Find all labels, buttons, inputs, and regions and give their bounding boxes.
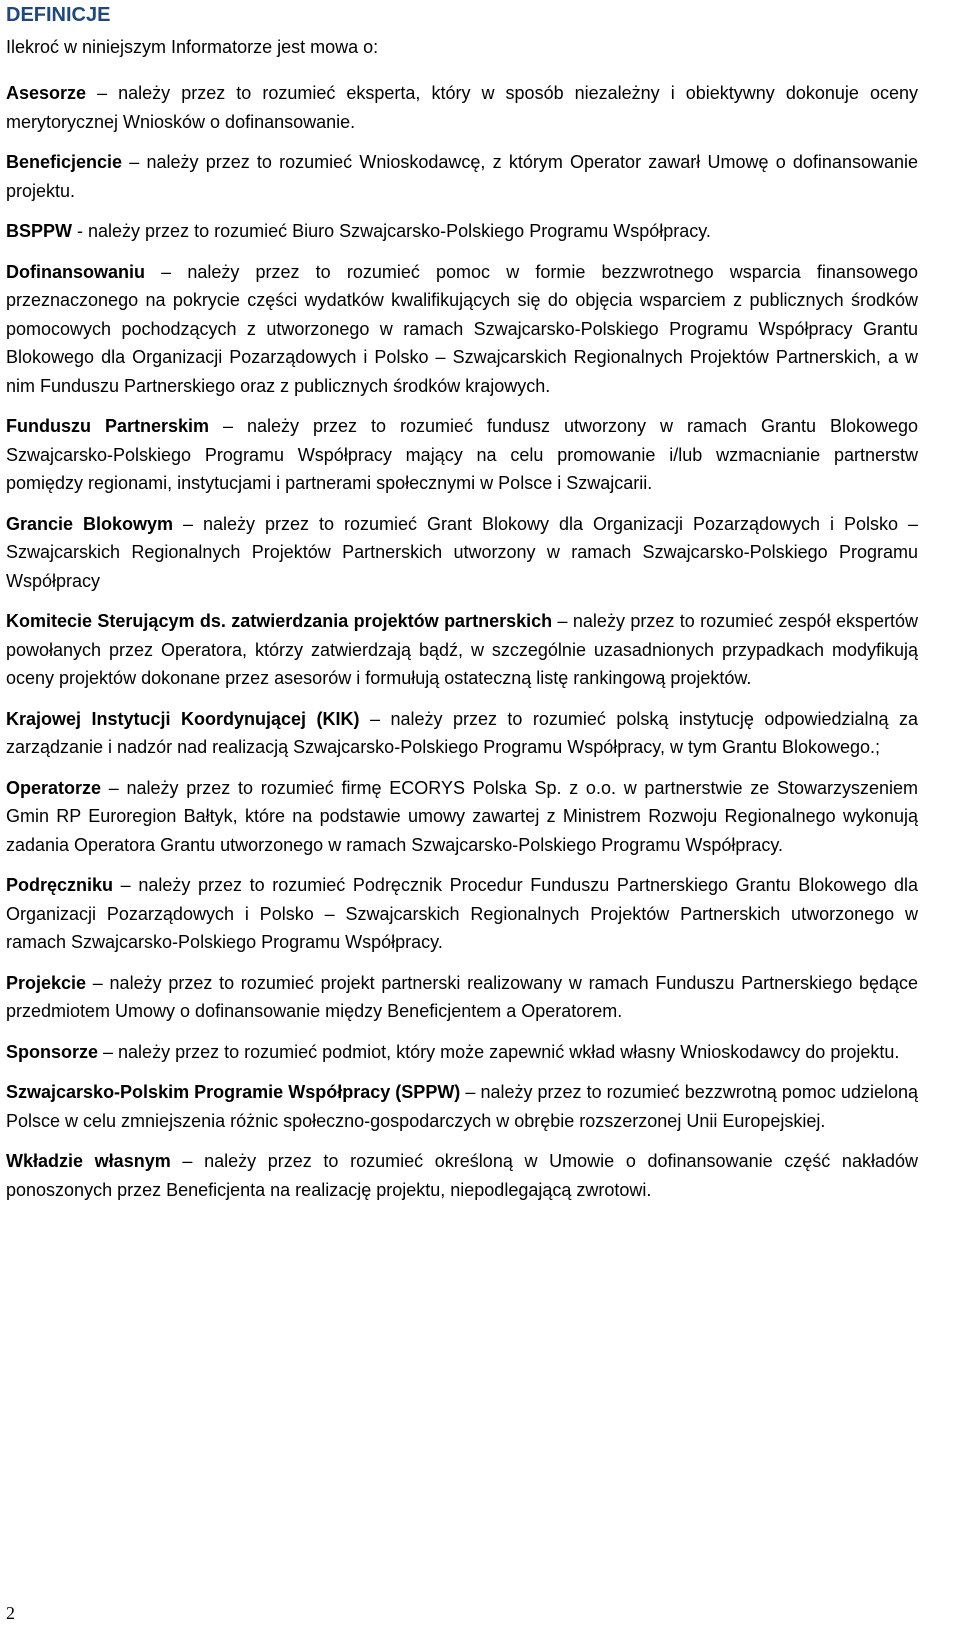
definition-item xyxy=(6,148,918,205)
definition-item xyxy=(6,969,918,1026)
definition-term: Operatorze xyxy=(6,777,102,798)
document-page xyxy=(6,0,918,1216)
definition-term: Komitecie Sterującym ds. zatwierdzania projektów partnerskich xyxy=(6,611,553,631)
definition-item xyxy=(6,705,918,762)
definition-separator: – xyxy=(101,777,127,798)
definition-text: należy przez to rozumieć pomoc w formie bezzwrotnego wsparcia finansowego przeznaczonego na pokrycie części wydatków kwalifikujących się do objęcia wsparciem z publicznych środków pomocowych pochodzących z utworzonego w ramach Szwajcarsko-Polskiego Programu Współpracy Grantu Blokowego dla Organizacji Pozarządowych i Polsko – Szwajcarskich Regionalnych Projektów Partnerskich, a w nim Funduszu Partnerskiego oraz z publicznych środków krajowych. xyxy=(6,261,918,396)
definition-text: należy przez to rozumieć projekt partnerski realizowany w ramach Funduszu Partnerskiego będące przedmiotem Umowy o dofinansowanie między Beneficjentem a Operatorem. xyxy=(6,972,918,1021)
definition-item xyxy=(6,412,918,498)
definition-text: należy przez to rozumieć Biuro Szwajcarsko-Polskiego Programu Współpracy. xyxy=(88,221,711,241)
definition-separator: – xyxy=(98,1041,119,1062)
definition-text: należy przez to rozumieć bezzwrotną pomoc udzieloną Polsce w celu zmniejszenia różnic społeczno-gospodarczych w obrębie rozszerzonej Unii Europejskiej. xyxy=(6,1082,918,1131)
definition-item xyxy=(6,1147,918,1204)
definition-separator: – xyxy=(86,83,119,103)
definition-term: Grancie Blokowym xyxy=(6,513,174,534)
definition-separator: – xyxy=(552,611,573,631)
definition-separator: – xyxy=(460,1082,481,1102)
definition-text: należy przez to rozumieć eksperta, który w sposób niezależny i obiektywny dokonuje oceny merytorycznej Wniosków o dofinansowanie. xyxy=(6,83,918,132)
definition-text: należy przez to rozumieć firmę ECORYS Polska Sp. z o.o. w partnerstwie ze Stowarzyszeniem Gmin RP Euroregion Bałtyk, które na podstawie umowy zawartej z Ministrem Rozwoju Regionalnego wykonują zadania Operatora Grantu utworzonego w ramach Szwajcarsko-Polskiego Programu Współpracy. xyxy=(6,777,918,855)
definition-separator: – xyxy=(173,513,203,534)
section-heading: DEFINICJE xyxy=(6,4,111,26)
definition-item xyxy=(6,607,918,693)
definition-separator: – xyxy=(209,416,247,436)
definition-text: należy przez to rozumieć Wnioskodawcę, z którym Operator zawarł Umowę o dofinansowanie projektu. xyxy=(6,152,918,201)
definition-term: Podręczniku xyxy=(6,875,114,895)
definition-separator: – xyxy=(170,1151,205,1171)
definition-term: Wkładzie własnym xyxy=(6,1151,171,1171)
definition-text: należy przez to rozumieć podmiot, który może zapewnić wkład własny Wnioskodawcy do projektu. xyxy=(118,1041,900,1062)
definition-term: Sponsorze xyxy=(6,1041,99,1062)
definition-separator: – xyxy=(145,261,188,282)
definition-item xyxy=(6,774,918,860)
definition-item xyxy=(6,871,918,957)
definitions-list xyxy=(6,79,918,1204)
intro-text: Ilekroć w niniejszym Informatorze jest mowa o: xyxy=(6,37,379,57)
definition-term: Dofinansowaniu xyxy=(6,261,145,282)
definition-item xyxy=(6,258,918,401)
definition-item xyxy=(6,79,918,136)
definition-separator: – xyxy=(359,708,391,729)
definition-text: należy przez to rozumieć Podręcznik Procedur Funduszu Partnerskiego Grantu Blokowego dla Organizacji Pozarządowych i Polsko – Szwajcarskich Regionalnych Projektów Partnerskich utworzonego w ramach Szwajcarsko-Polskiego Programu Współpracy. xyxy=(6,875,918,952)
definition-text: należy przez to rozumieć Grant Blokowy dla Organizacji Pozarządowych i Polsko – Szwajcarskich Regionalnych Projektów Partnerskich utworzony w ramach Szwajcarsko-Polskiego Programu Współpracy xyxy=(6,513,918,591)
page-number: 2 xyxy=(6,1603,15,1623)
definition-item xyxy=(6,1078,918,1135)
definition-term: Krajowej Instytucji Koordynującej (KIK) xyxy=(6,708,360,729)
definition-term: BSPPW xyxy=(6,221,73,241)
definition-term: Szwajcarsko-Polskim Programie Współpracy (SPPW) xyxy=(6,1082,461,1102)
definition-separator: – xyxy=(122,152,147,172)
definition-text: należy przez to rozumieć określoną w Umowie o dofinansowanie część nakładów ponoszonych przez Beneficjenta na realizację projektu, niepodlegającą zwrotowi. xyxy=(6,1151,918,1200)
definition-term: Funduszu Partnerskim xyxy=(6,416,210,436)
definition-item xyxy=(6,217,918,246)
definition-text: należy przez to rozumieć fundusz utworzony w ramach Grantu Blokowego Szwajcarsko-Polskiego Programu Współpracy mający na celu promowanie i/lub wzmacnianie partnerstw pomiędzy regionami, instytucjami i partnerami społecznymi w Polsce i Szwajcarii. xyxy=(6,416,918,493)
definition-item xyxy=(6,510,918,596)
definition-term: Asesorze xyxy=(6,83,87,103)
definition-separator: – xyxy=(113,875,139,895)
definition-item xyxy=(6,1038,918,1067)
definition-text: należy przez to rozumieć polską instytucję odpowiedzialną za zarządzanie i nadzór nad realizacją Szwajcarsko-Polskiego Programu Współpracy, w tym Grantu Blokowego.; xyxy=(6,708,918,757)
definition-separator: - xyxy=(72,221,89,241)
definition-term: Beneficjencie xyxy=(6,152,123,172)
definition-separator: – xyxy=(86,972,110,993)
definition-term: Projekcie xyxy=(6,972,87,993)
definition-text: należy przez to rozumieć zespół ekspertów powołanych przez Operatora, którzy zatwierdzają bądź, w szczególnie uzasadnionych przypadkach modyfikują oceny projektów dokonane przez asesorów i formułują ostateczną listę rankingową projektów. xyxy=(6,611,918,688)
